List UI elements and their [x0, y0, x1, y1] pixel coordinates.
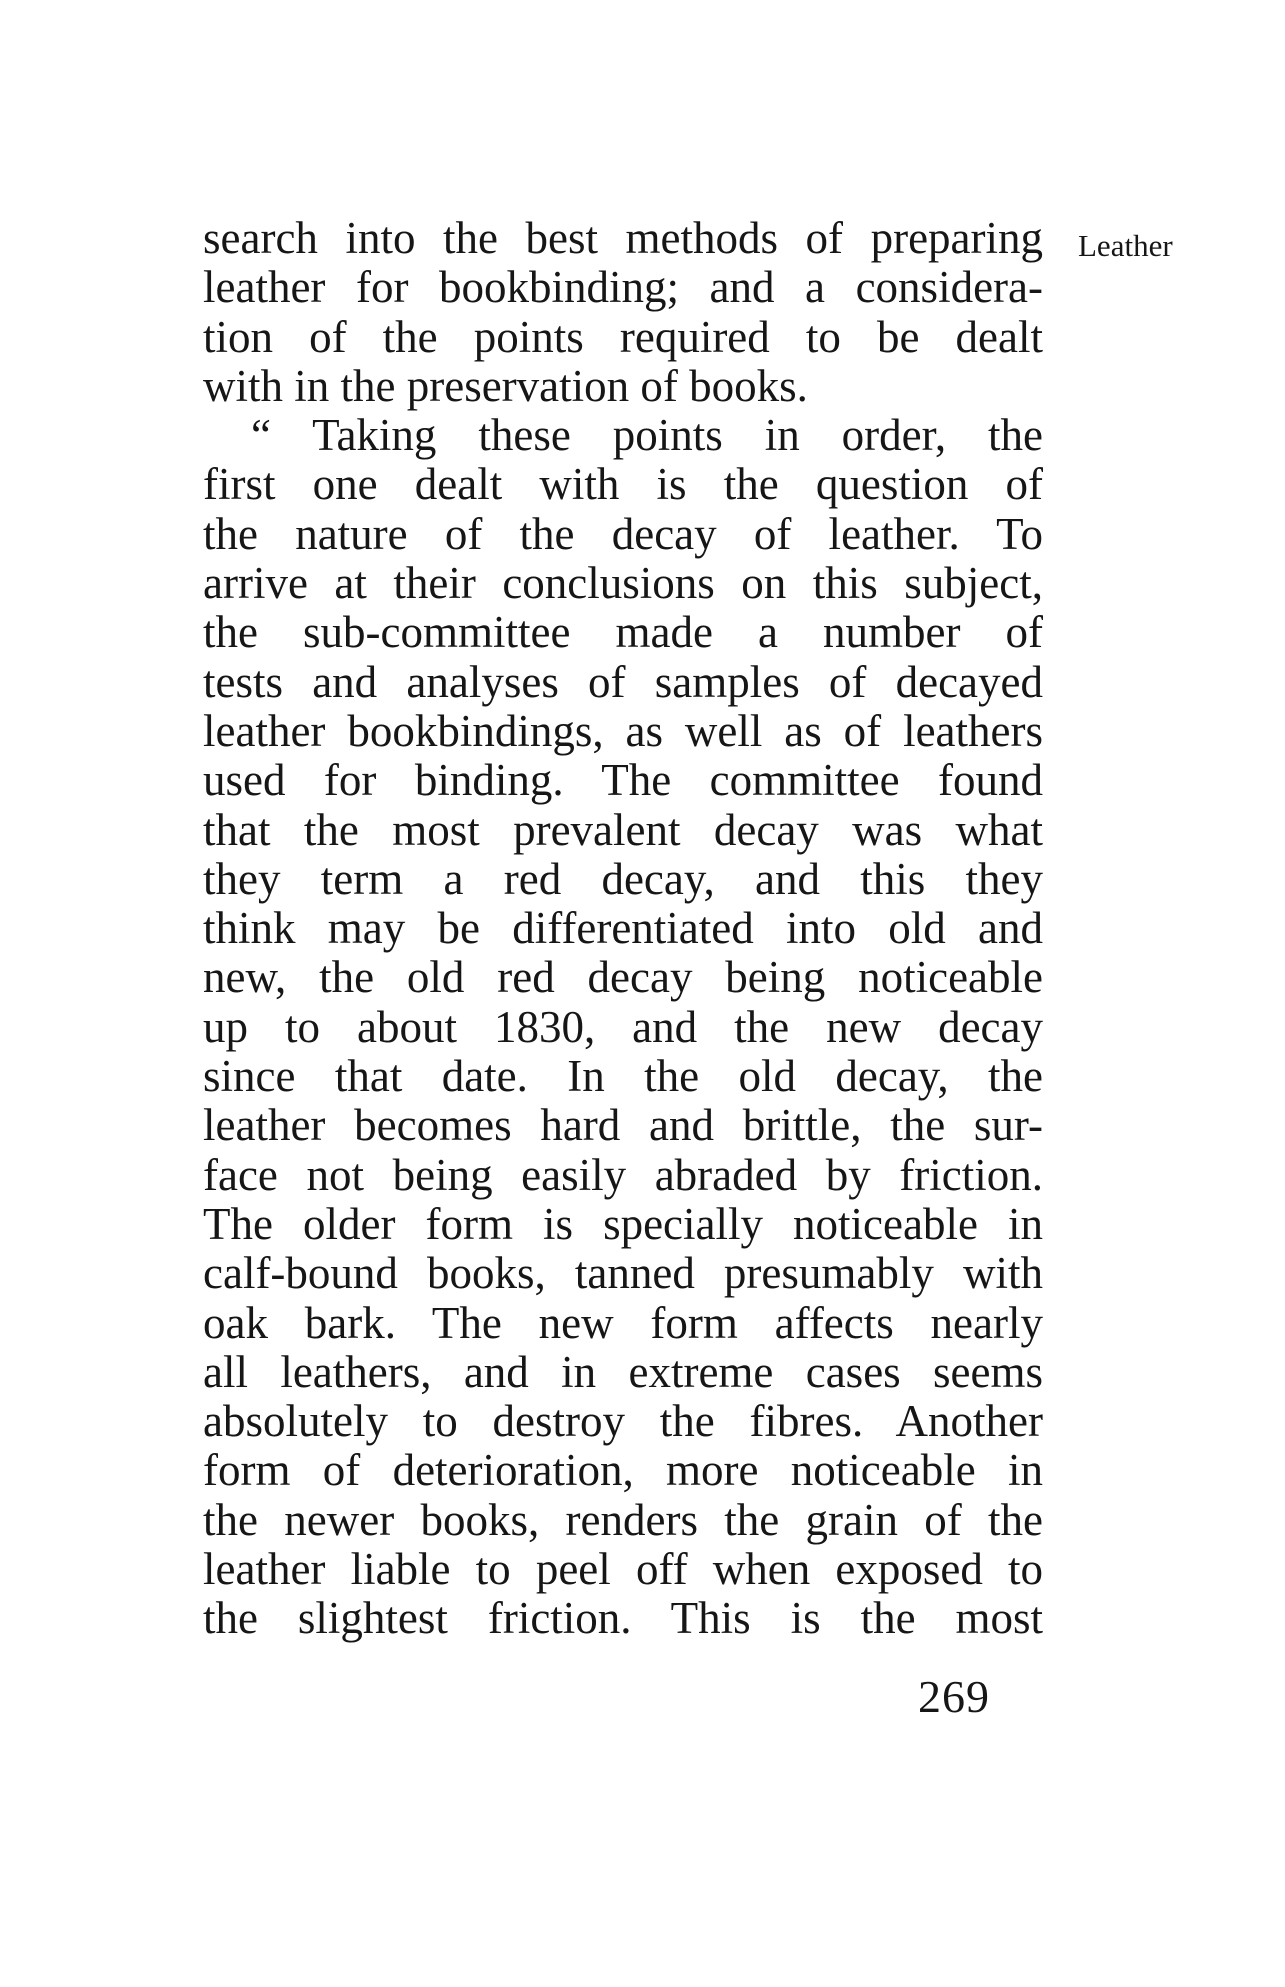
text-line: leather for bookbinding; and a considera- [203, 262, 1043, 313]
text-line: the newer books, renders the grain of the [203, 1494, 1043, 1545]
text-line: all leathers, and in extreme cases seems [203, 1346, 1043, 1397]
text-line: leather becomes hard and brittle, the sur- [203, 1100, 1043, 1151]
text-line: The older form is specially noticeable in [203, 1198, 1043, 1249]
text-line: form of deterioration, more noticeable in [203, 1445, 1043, 1496]
text-line: oak bark. The new form affects nearly [203, 1297, 1043, 1348]
body-text [203, 214, 1043, 1644]
text-line: leather liable to peel off when exposed to [203, 1544, 1043, 1595]
page-number: 269 [918, 1671, 990, 1722]
text-line: face not being easily abraded by friction. [203, 1149, 1043, 1200]
text-line: search into the best methods of preparing [203, 213, 1043, 263]
text-line: with in the preservation of books. [203, 360, 808, 411]
text-line: the slightest friction. This is the most [203, 1593, 1043, 1644]
margin-note: Leather [1078, 228, 1173, 263]
text-line: used for binding. The committee found [203, 755, 1043, 806]
text-line: “ Taking these points in order, the [251, 410, 1043, 461]
text-line: the sub-committee made a number of [203, 607, 1043, 658]
text-line: calf-bound books, tanned presumably with [203, 1248, 1043, 1299]
text-line: since that date. In the old decay, the [203, 1051, 1043, 1102]
text-line: absolutely to destroy the fibres. Another [203, 1396, 1043, 1447]
text-line: arrive at their conclusions on this subject, [203, 558, 1043, 609]
text-line: first one dealt with is the question of [203, 459, 1043, 510]
text-line: up to about 1830, and the new decay [203, 1001, 1043, 1052]
text-line: that the most prevalent decay was what [203, 804, 1043, 855]
text-line: leather bookbindings, as well as of leathers [203, 705, 1043, 756]
text-line: new, the old red decay being noticeable [203, 952, 1043, 1003]
text-line: tion of the points required to be dealt [203, 311, 1043, 362]
text-line: tests and analyses of samples of decayed [203, 656, 1043, 707]
text-line: the nature of the decay of leather. To [203, 508, 1043, 559]
text-line: think may be differentiated into old and [203, 903, 1043, 954]
text-line: they term a red decay, and this they [203, 853, 1043, 904]
